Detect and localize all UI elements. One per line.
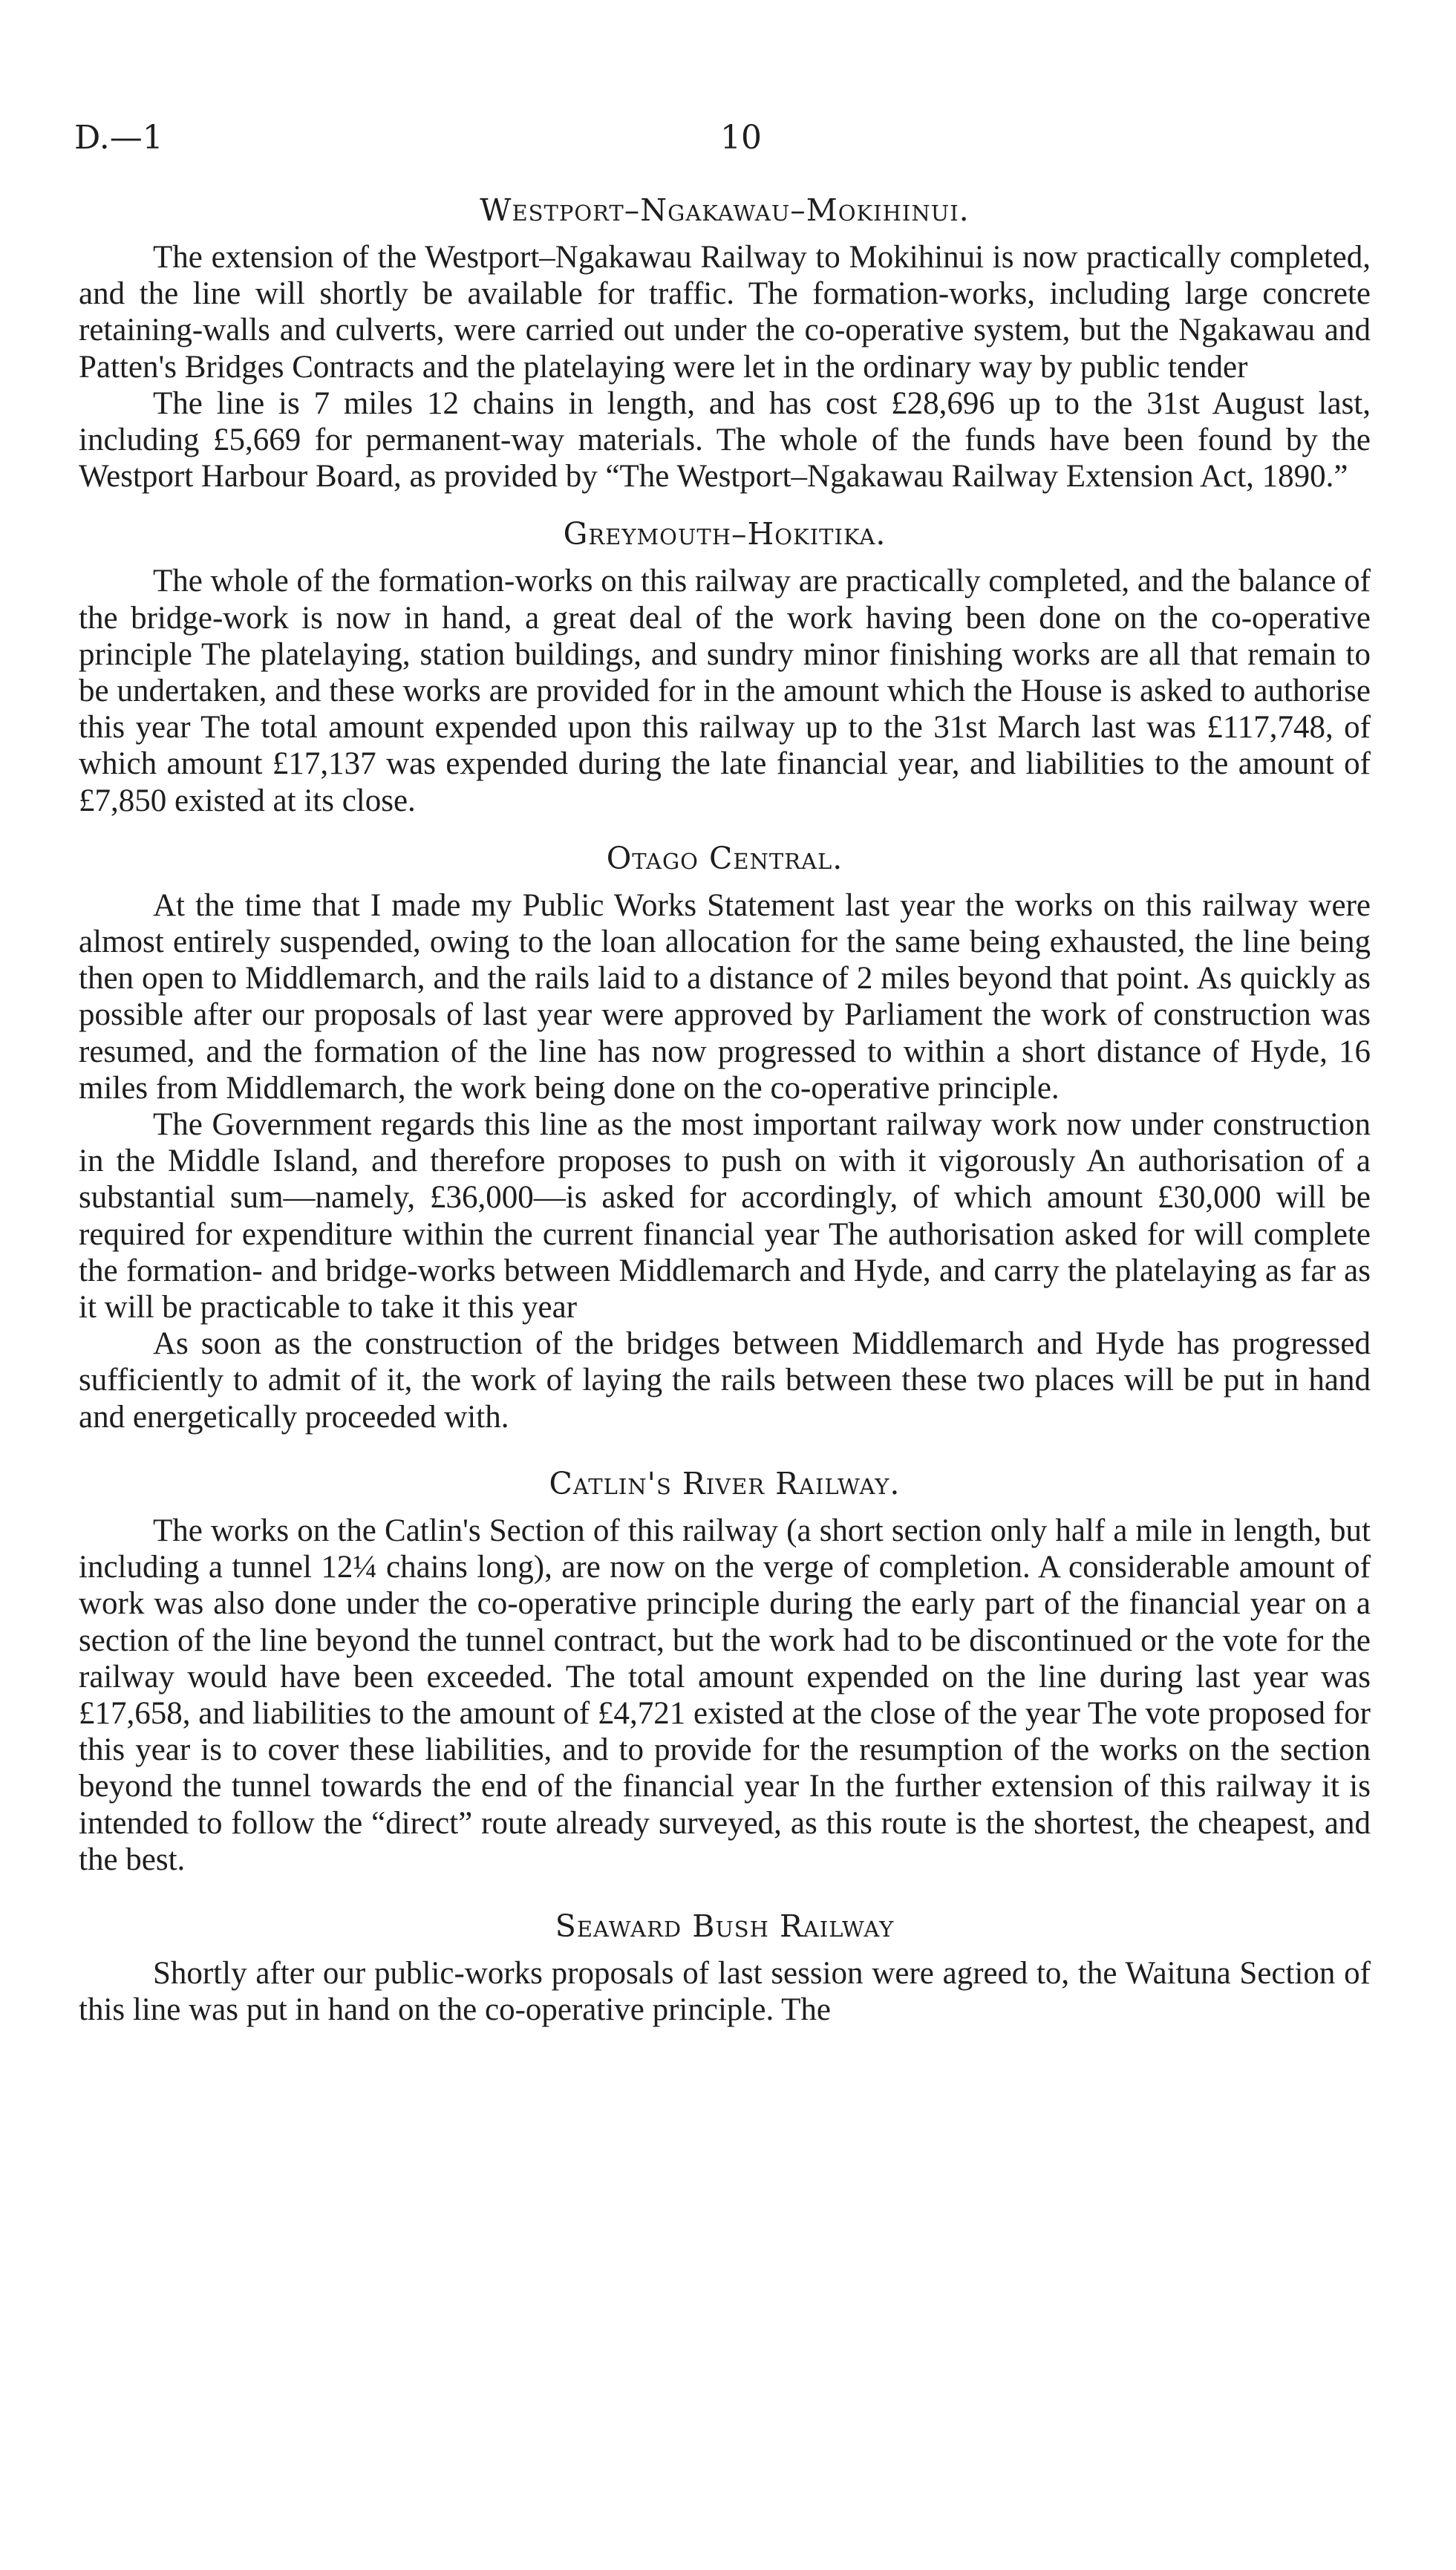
paragraph: The line is 7 miles 12 chains in length, and has cost £28,696 up to the 31st August last, including £5,669 for permanent-way materials. The whole of the funds have been found by the Westport Harbour Board, as provided by “The Westport–Ngakawau Railway Extension Act, 1890.” [79,385,1371,495]
document-body [79,192,1371,2049]
document-reference: D.—1 [74,119,163,157]
paragraph: At the time that I made my Public Works Statement last year the works on this railway were almost entirely suspended, owing to the loan allocation for the same being exhausted, the line being then open to Middlemarch, and the rails laid to a distance of 2 miles beyond that point. As quickly as possible after our proposals of last year were approved by Parliament the work of construction was resumed, and the formation of the line has now progressed to within a short distance of Hyde, 16 miles from Middlemarch, the work being done on the co-operative principle. [79,887,1371,1106]
paragraph: As soon as the construction of the bridges between Middlemarch and Hyde has progressed sufficiently to admit of it, the work of laying the rails between these two places will be put in hand and energetically proceeded with. [79,1326,1371,1435]
paragraph: The works on the Catlin's Section of this railway (a short section only half a mile in length, but including a tunnel 12¼ chains long), are now on the verge of completion. A considerable amount of work was also done under the co-operative principle during the early part of the financial year on a section of the line beyond the tunnel contract, but the work had to be discontinued or the vote for the railway would have been exceeded. The total amount expended on the line during last year was £17,658, and liabilities to the amount of £4,721 existed at the close of the year The vote proposed for this year is to cover these liabilities, and to provide for the resumption of the works on the section beyond the tunnel towards the end of the financial year In the further extension of this railway it is intended to follow the “direct” route already surveyed, as this route is the shortest, the cheapest, and the best. [79,1513,1371,1877]
section-heading: Westport–Ngakawau–Mokihinui. [480,192,970,228]
page-number: 10 [720,119,762,157]
section-westport [79,192,1371,495]
paragraph: The extension of the Westport–Ngakawau Railway to Mokihinui is now practically completed, and the line will shortly be available for traffic. The formation-works, including large concrete retaining-walls and culverts, were carried out under the co-operative system, but the Ngakawau and Patten's Bridges Contracts and the platelaying were let in the ordinary way by public tender [79,240,1371,385]
paragraph: The whole of the formation-works on this railway are practically completed, and the balance of the bridge-work is now in hand, a great deal of the work having been done on the co-operative principle The platelaying, station buildings, and sundry minor finishing works are all that remain to be undertaken, and these works are provided for in the amount which the House is asked to authorise this year The total amount expended upon this railway up to the 31st March last was £117,748, of which amount £17,137 was expended during the late financial year, and liabilities to the amount of £7,850 existed at its close. [79,564,1371,818]
section-heading: Greymouth–Hokitika. [563,516,887,552]
section-heading: Otago Central. [606,840,843,876]
page-header [74,119,1374,163]
section-catlins-river [79,1465,1371,1878]
paragraph: Shortly after our public-works proposals of last session were agreed to, the Waituna Section of this line was put in hand on the co-operative principle. The [79,1955,1371,2028]
section-heading: Catlin's River Railway. [549,1465,901,1501]
paragraph: The Government regards this line as the most important railway work now under construction in the Middle Island, and therefore proposes to push on with it vigorously An authorisation of a substantial sum—namely, £36,000—is asked for accordingly, of which amount £30,000 will be required for expenditure within the current financial year The authorisation asked for will complete the formation- and bridge-works between Middlemarch and Hyde, and carry the platelaying as far as it will be practicable to take it this year [79,1107,1371,1325]
section-seaward-bush [79,1908,1371,2028]
section-otago-central [79,840,1371,1435]
section-greymouth [79,515,1371,818]
section-heading: Seaward Bush Railway [555,1908,895,1944]
